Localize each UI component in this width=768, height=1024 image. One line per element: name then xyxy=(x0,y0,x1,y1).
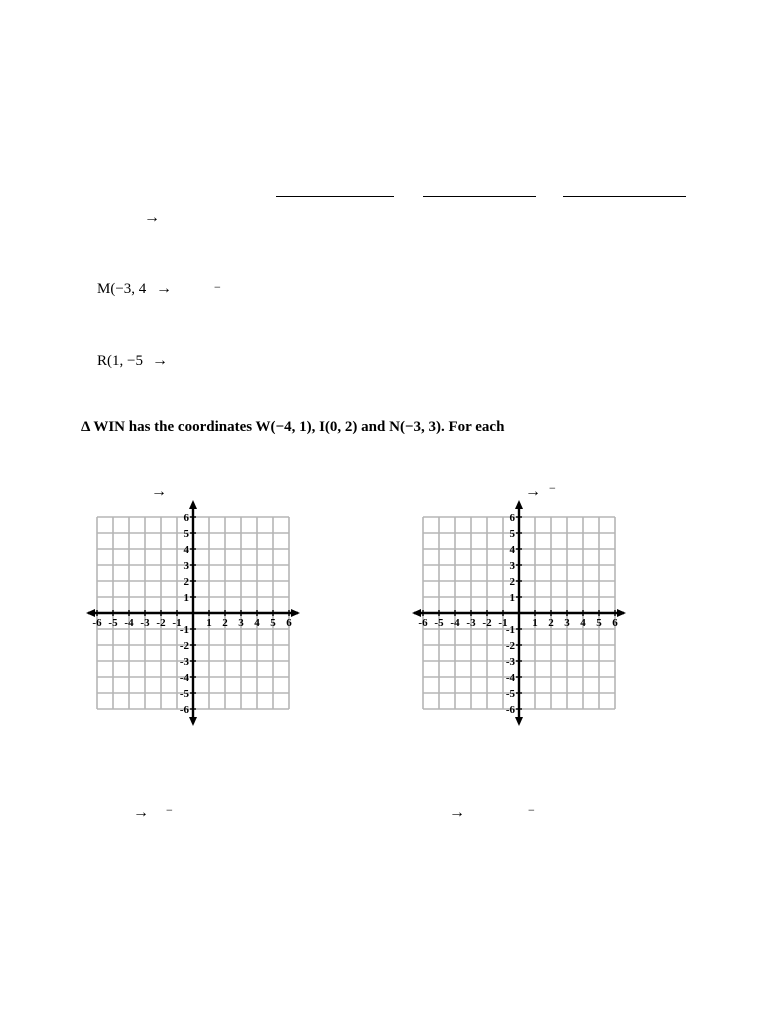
bottom-right-dash: − xyxy=(528,803,535,817)
y-tick-label: -2 xyxy=(505,640,515,652)
y-tick-label: -2 xyxy=(179,640,189,652)
left-graph-arrow: → xyxy=(151,483,167,500)
bottom-left-dash: − xyxy=(166,803,173,817)
x-tick-label: 2 xyxy=(222,617,228,629)
x-tick-label: 6 xyxy=(286,617,292,629)
y-tick-label: 3 xyxy=(183,560,189,572)
point-r-label: R(1, −5 xyxy=(97,353,143,369)
y-tick-label: -1 xyxy=(505,624,515,636)
right-graph-arrow: → xyxy=(525,483,541,500)
x-tick-label: -1 xyxy=(172,617,182,629)
x-tick-label: -6 xyxy=(92,617,102,629)
point-m-arrow: → xyxy=(156,280,172,297)
right-graph-dash: − xyxy=(549,481,556,495)
x-tick-label: 4 xyxy=(580,617,586,629)
x-axis-left-arrowhead xyxy=(412,609,421,617)
y-tick-label: 6 xyxy=(183,512,189,524)
x-tick-label: 6 xyxy=(612,617,618,629)
x-axis-right-arrowhead xyxy=(617,609,626,617)
y-tick-label: -6 xyxy=(179,704,189,716)
y-tick-label: -4 xyxy=(505,672,515,684)
y-tick-label: 1 xyxy=(183,592,189,604)
x-tick-label: 5 xyxy=(270,617,276,629)
y-tick-label: 5 xyxy=(509,528,515,540)
y-tick-label: 1 xyxy=(509,592,515,604)
x-tick-label: 3 xyxy=(564,617,570,629)
y-tick-label: -5 xyxy=(179,688,189,700)
left-coordinate-grid[interactable] xyxy=(86,500,302,726)
x-tick-label: -2 xyxy=(482,617,492,629)
x-tick-label: 5 xyxy=(596,617,602,629)
x-tick-label: -5 xyxy=(434,617,444,629)
x-tick-label: 4 xyxy=(254,617,260,629)
y-tick-label: 2 xyxy=(183,576,189,588)
y-tick-label: 6 xyxy=(509,512,515,524)
y-tick-label: -1 xyxy=(179,624,189,636)
answer-blank-2[interactable] xyxy=(423,196,536,197)
bottom-right-arrow: → xyxy=(449,804,465,821)
x-tick-label: -3 xyxy=(466,617,476,629)
x-tick-label: 3 xyxy=(238,617,244,629)
x-tick-label: -4 xyxy=(450,617,460,629)
x-tick-label: -2 xyxy=(156,617,166,629)
rule-arrow: → xyxy=(144,209,160,226)
x-tick-label: -3 xyxy=(140,617,150,629)
right-coordinate-grid[interactable] xyxy=(412,500,628,726)
y-axis-top-arrowhead xyxy=(515,500,523,509)
x-tick-label: -6 xyxy=(418,617,428,629)
y-tick-label: 3 xyxy=(509,560,515,572)
problem-statement: Δ WIN has the coordinates W(−4, 1), I(0, 2) and N(−3, 3). For each xyxy=(81,419,505,435)
x-tick-label: -4 xyxy=(124,617,134,629)
y-tick-label: 4 xyxy=(183,544,189,556)
point-m-label: M(−3, 4 xyxy=(97,281,147,297)
point-r-arrow: → xyxy=(152,352,168,369)
x-axis-right-arrowhead xyxy=(291,609,300,617)
answer-blank-1[interactable] xyxy=(276,196,394,197)
point-m-dash: − xyxy=(214,280,221,294)
bottom-left-arrow: → xyxy=(133,804,149,821)
y-tick-label: -5 xyxy=(505,688,515,700)
y-tick-label: -6 xyxy=(505,704,515,716)
x-tick-label: -5 xyxy=(108,617,118,629)
y-tick-label: -4 xyxy=(179,672,189,684)
y-tick-label: -3 xyxy=(179,656,189,668)
answer-blank-3[interactable] xyxy=(563,196,686,197)
y-axis-bottom-arrowhead xyxy=(515,717,523,726)
y-tick-label: 4 xyxy=(509,544,515,556)
y-tick-label: -3 xyxy=(505,656,515,668)
y-axis-top-arrowhead xyxy=(189,500,197,509)
x-tick-label: 1 xyxy=(206,617,212,629)
y-tick-label: 2 xyxy=(509,576,515,588)
x-axis-left-arrowhead xyxy=(86,609,95,617)
y-axis-bottom-arrowhead xyxy=(189,717,197,726)
x-tick-label: 1 xyxy=(532,617,538,629)
x-tick-label: -1 xyxy=(498,617,508,629)
x-tick-label: 2 xyxy=(548,617,554,629)
y-tick-label: 5 xyxy=(183,528,189,540)
